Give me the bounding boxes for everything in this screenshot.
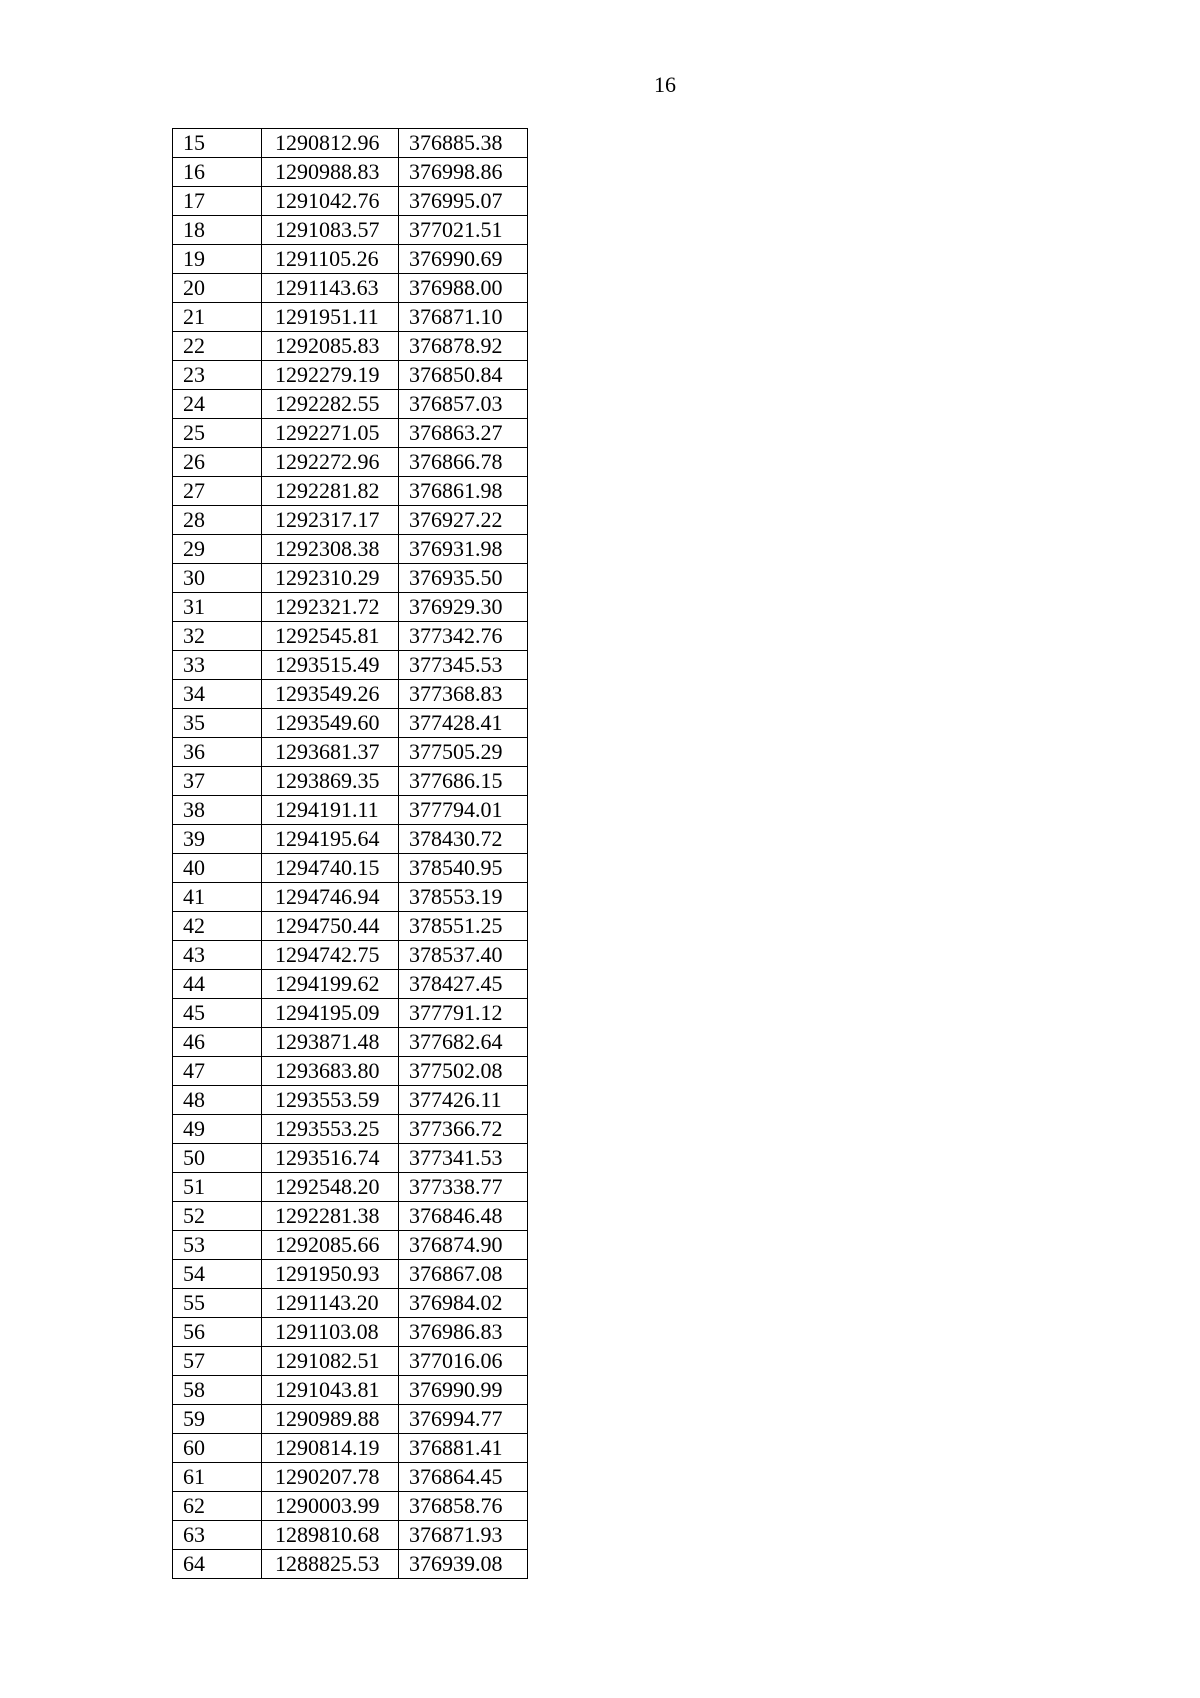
y-coordinate-cell: 377686.15 (399, 767, 528, 796)
y-coordinate-cell: 378427.45 (399, 970, 528, 999)
x-coordinate-cell: 1292548.20 (262, 1173, 399, 1202)
x-coordinate-cell: 1292308.38 (262, 535, 399, 564)
x-coordinate-cell: 1290988.83 (262, 158, 399, 187)
y-coordinate-cell: 377341.53 (399, 1144, 528, 1173)
y-coordinate-cell: 376935.50 (399, 564, 528, 593)
point-number-cell: 53 (173, 1231, 262, 1260)
point-number-cell: 63 (173, 1521, 262, 1550)
table-row (173, 477, 528, 506)
y-coordinate-cell: 376864.45 (399, 1463, 528, 1492)
table-row (173, 767, 528, 796)
y-coordinate-cell: 376885.38 (399, 129, 528, 158)
point-number-cell: 18 (173, 216, 262, 245)
x-coordinate-cell: 1291143.20 (262, 1289, 399, 1318)
point-number-cell: 27 (173, 477, 262, 506)
table-row (173, 622, 528, 651)
x-coordinate-cell: 1292279.19 (262, 361, 399, 390)
table-row (173, 1405, 528, 1434)
x-coordinate-cell: 1294191.11 (262, 796, 399, 825)
table-row (173, 390, 528, 419)
table-row (173, 564, 528, 593)
table-row (173, 680, 528, 709)
page-number: 16 (654, 72, 676, 97)
x-coordinate-cell: 1291103.08 (262, 1318, 399, 1347)
point-number-cell: 21 (173, 303, 262, 332)
x-coordinate-cell: 1294742.75 (262, 941, 399, 970)
point-number-cell: 52 (173, 1202, 262, 1231)
table-row (173, 912, 528, 941)
table-row (173, 332, 528, 361)
x-coordinate-cell: 1292085.83 (262, 332, 399, 361)
y-coordinate-cell: 378430.72 (399, 825, 528, 854)
y-coordinate-cell: 376881.41 (399, 1434, 528, 1463)
y-coordinate-cell: 376874.90 (399, 1231, 528, 1260)
table-row (173, 419, 528, 448)
table-row (173, 1463, 528, 1492)
table-row (173, 1115, 528, 1144)
y-coordinate-cell: 376929.30 (399, 593, 528, 622)
table-row (173, 506, 528, 535)
table-row (173, 1057, 528, 1086)
table-row (173, 593, 528, 622)
table-row (173, 1086, 528, 1115)
y-coordinate-cell: 377794.01 (399, 796, 528, 825)
point-number-cell: 25 (173, 419, 262, 448)
y-coordinate-cell: 377021.51 (399, 216, 528, 245)
point-number-cell: 62 (173, 1492, 262, 1521)
x-coordinate-cell: 1291042.76 (262, 187, 399, 216)
table-row (173, 158, 528, 187)
x-coordinate-cell: 1292317.17 (262, 506, 399, 535)
point-number-cell: 28 (173, 506, 262, 535)
x-coordinate-cell: 1292310.29 (262, 564, 399, 593)
y-coordinate-cell: 376863.27 (399, 419, 528, 448)
point-number-cell: 55 (173, 1289, 262, 1318)
point-number-cell: 29 (173, 535, 262, 564)
point-number-cell: 51 (173, 1173, 262, 1202)
table-row (173, 129, 528, 158)
y-coordinate-cell: 376866.78 (399, 448, 528, 477)
y-coordinate-cell: 376931.98 (399, 535, 528, 564)
y-coordinate-cell: 376858.76 (399, 1492, 528, 1521)
table-row (173, 1173, 528, 1202)
table-row (173, 1434, 528, 1463)
table-row (173, 796, 528, 825)
table-row (173, 1318, 528, 1347)
table-row (173, 1376, 528, 1405)
point-number-cell: 43 (173, 941, 262, 970)
x-coordinate-cell: 1294740.15 (262, 854, 399, 883)
x-coordinate-cell: 1292272.96 (262, 448, 399, 477)
x-coordinate-cell: 1294199.62 (262, 970, 399, 999)
x-coordinate-cell: 1291043.81 (262, 1376, 399, 1405)
point-number-cell: 16 (173, 158, 262, 187)
y-coordinate-cell: 378551.25 (399, 912, 528, 941)
x-coordinate-cell: 1293549.26 (262, 680, 399, 709)
table-row (173, 651, 528, 680)
y-coordinate-cell: 377505.29 (399, 738, 528, 767)
x-coordinate-cell: 1294746.94 (262, 883, 399, 912)
y-coordinate-cell: 377791.12 (399, 999, 528, 1028)
x-coordinate-cell: 1290812.96 (262, 129, 399, 158)
point-number-cell: 40 (173, 854, 262, 883)
x-coordinate-cell: 1291143.63 (262, 274, 399, 303)
x-coordinate-cell: 1293869.35 (262, 767, 399, 796)
table-row (173, 274, 528, 303)
y-coordinate-cell: 377016.06 (399, 1347, 528, 1376)
table-row (173, 1521, 528, 1550)
coordinates-table-body (173, 129, 528, 1579)
table-row (173, 1260, 528, 1289)
x-coordinate-cell: 1291951.11 (262, 303, 399, 332)
point-number-cell: 49 (173, 1115, 262, 1144)
y-coordinate-cell: 378553.19 (399, 883, 528, 912)
point-number-cell: 38 (173, 796, 262, 825)
table-row (173, 1231, 528, 1260)
x-coordinate-cell: 1293553.25 (262, 1115, 399, 1144)
y-coordinate-cell: 378537.40 (399, 941, 528, 970)
x-coordinate-cell: 1294195.64 (262, 825, 399, 854)
point-number-cell: 46 (173, 1028, 262, 1057)
x-coordinate-cell: 1288825.53 (262, 1550, 399, 1579)
table-row (173, 216, 528, 245)
table-row (173, 854, 528, 883)
point-number-cell: 33 (173, 651, 262, 680)
x-coordinate-cell: 1290003.99 (262, 1492, 399, 1521)
x-coordinate-cell: 1293549.60 (262, 709, 399, 738)
point-number-cell: 23 (173, 361, 262, 390)
point-number-cell: 56 (173, 1318, 262, 1347)
table-row (173, 1492, 528, 1521)
point-number-cell: 36 (173, 738, 262, 767)
x-coordinate-cell: 1290814.19 (262, 1434, 399, 1463)
table-row (173, 187, 528, 216)
point-number-cell: 64 (173, 1550, 262, 1579)
table-row (173, 970, 528, 999)
y-coordinate-cell: 377338.77 (399, 1173, 528, 1202)
point-number-cell: 42 (173, 912, 262, 941)
y-coordinate-cell: 377426.11 (399, 1086, 528, 1115)
point-number-cell: 30 (173, 564, 262, 593)
y-coordinate-cell: 376861.98 (399, 477, 528, 506)
table-row (173, 825, 528, 854)
table-row (173, 1289, 528, 1318)
point-number-cell: 15 (173, 129, 262, 158)
x-coordinate-cell: 1290207.78 (262, 1463, 399, 1492)
point-number-cell: 57 (173, 1347, 262, 1376)
point-number-cell: 37 (173, 767, 262, 796)
table-row (173, 1028, 528, 1057)
y-coordinate-cell: 377345.53 (399, 651, 528, 680)
table-row (173, 535, 528, 564)
y-coordinate-cell: 376927.22 (399, 506, 528, 535)
table-row (173, 883, 528, 912)
point-number-cell: 59 (173, 1405, 262, 1434)
point-number-cell: 20 (173, 274, 262, 303)
y-coordinate-cell: 376984.02 (399, 1289, 528, 1318)
y-coordinate-cell: 377342.76 (399, 622, 528, 651)
y-coordinate-cell: 376857.03 (399, 390, 528, 419)
point-number-cell: 60 (173, 1434, 262, 1463)
table-row (173, 1550, 528, 1579)
point-number-cell: 26 (173, 448, 262, 477)
x-coordinate-cell: 1294750.44 (262, 912, 399, 941)
point-number-cell: 34 (173, 680, 262, 709)
point-number-cell: 39 (173, 825, 262, 854)
y-coordinate-cell: 376994.77 (399, 1405, 528, 1434)
x-coordinate-cell: 1292545.81 (262, 622, 399, 651)
y-coordinate-cell: 376988.00 (399, 274, 528, 303)
x-coordinate-cell: 1294195.09 (262, 999, 399, 1028)
y-coordinate-cell: 376995.07 (399, 187, 528, 216)
coordinates-table (172, 128, 528, 1579)
x-coordinate-cell: 1292321.72 (262, 593, 399, 622)
x-coordinate-cell: 1292282.55 (262, 390, 399, 419)
x-coordinate-cell: 1291105.26 (262, 245, 399, 274)
x-coordinate-cell: 1291083.57 (262, 216, 399, 245)
y-coordinate-cell: 376998.86 (399, 158, 528, 187)
table-row (173, 1347, 528, 1376)
point-number-cell: 41 (173, 883, 262, 912)
point-number-cell: 47 (173, 1057, 262, 1086)
y-coordinate-cell: 376871.10 (399, 303, 528, 332)
table-row (173, 1144, 528, 1173)
y-coordinate-cell: 377428.41 (399, 709, 528, 738)
y-coordinate-cell: 378540.95 (399, 854, 528, 883)
point-number-cell: 35 (173, 709, 262, 738)
point-number-cell: 44 (173, 970, 262, 999)
table-row (173, 738, 528, 767)
y-coordinate-cell: 376878.92 (399, 332, 528, 361)
y-coordinate-cell: 376939.08 (399, 1550, 528, 1579)
point-number-cell: 24 (173, 390, 262, 419)
x-coordinate-cell: 1293681.37 (262, 738, 399, 767)
table-row (173, 999, 528, 1028)
x-coordinate-cell: 1293683.80 (262, 1057, 399, 1086)
point-number-cell: 45 (173, 999, 262, 1028)
y-coordinate-cell: 376867.08 (399, 1260, 528, 1289)
x-coordinate-cell: 1292085.66 (262, 1231, 399, 1260)
x-coordinate-cell: 1293871.48 (262, 1028, 399, 1057)
x-coordinate-cell: 1292281.38 (262, 1202, 399, 1231)
table-row (173, 448, 528, 477)
point-number-cell: 50 (173, 1144, 262, 1173)
y-coordinate-cell: 376846.48 (399, 1202, 528, 1231)
point-number-cell: 48 (173, 1086, 262, 1115)
point-number-cell: 31 (173, 593, 262, 622)
y-coordinate-cell: 377366.72 (399, 1115, 528, 1144)
y-coordinate-cell: 376871.93 (399, 1521, 528, 1550)
x-coordinate-cell: 1291082.51 (262, 1347, 399, 1376)
table-row (173, 1202, 528, 1231)
table-row (173, 709, 528, 738)
table-row (173, 303, 528, 332)
y-coordinate-cell: 377682.64 (399, 1028, 528, 1057)
table-row (173, 941, 528, 970)
y-coordinate-cell: 377502.08 (399, 1057, 528, 1086)
x-coordinate-cell: 1289810.68 (262, 1521, 399, 1550)
y-coordinate-cell: 376850.84 (399, 361, 528, 390)
point-number-cell: 19 (173, 245, 262, 274)
y-coordinate-cell: 376990.99 (399, 1376, 528, 1405)
x-coordinate-cell: 1293516.74 (262, 1144, 399, 1173)
y-coordinate-cell: 376990.69 (399, 245, 528, 274)
point-number-cell: 58 (173, 1376, 262, 1405)
table-row (173, 245, 528, 274)
x-coordinate-cell: 1293515.49 (262, 651, 399, 680)
point-number-cell: 22 (173, 332, 262, 361)
point-number-cell: 32 (173, 622, 262, 651)
x-coordinate-cell: 1291950.93 (262, 1260, 399, 1289)
y-coordinate-cell: 376986.83 (399, 1318, 528, 1347)
table-row (173, 361, 528, 390)
y-coordinate-cell: 377368.83 (399, 680, 528, 709)
x-coordinate-cell: 1292271.05 (262, 419, 399, 448)
point-number-cell: 17 (173, 187, 262, 216)
x-coordinate-cell: 1290989.88 (262, 1405, 399, 1434)
point-number-cell: 54 (173, 1260, 262, 1289)
point-number-cell: 61 (173, 1463, 262, 1492)
x-coordinate-cell: 1293553.59 (262, 1086, 399, 1115)
x-coordinate-cell: 1292281.82 (262, 477, 399, 506)
